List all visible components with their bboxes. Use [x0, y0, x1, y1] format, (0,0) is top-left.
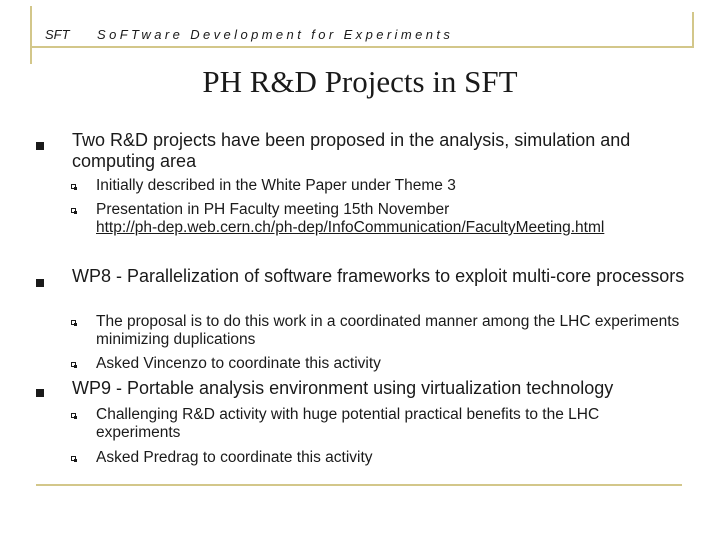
sub-bullet-text-main: Presentation in PH Faculty meeting 15th November	[96, 201, 450, 218]
sub-bullet-text: Asked Predrag to coordinate this activity	[96, 449, 373, 466]
slide-title: PH R&D Projects in SFT	[202, 64, 518, 99]
bullet-text: WP9 - Portable analysis environment using virtualization technology	[72, 378, 614, 398]
header-frame-right	[692, 12, 694, 46]
sub-bullet-marker	[71, 208, 76, 213]
sub-bullet-marker	[71, 413, 76, 418]
bullet-marker	[36, 142, 44, 150]
header-frame-left	[30, 6, 32, 64]
bullet-marker	[36, 279, 44, 287]
sub-bullet-marker	[71, 184, 76, 189]
header-long-label: SoFTware Development for Experiments	[97, 27, 454, 42]
sub-bullet-text: Initially described in the White Paper under Theme 3	[96, 177, 456, 194]
sub-bullet-text	[96, 201, 686, 237]
bullet-text: Two R&D projects have been proposed in the analysis, simulation and computing area	[72, 130, 631, 171]
sub-bullet-text: Challenging R&D activity with huge potential practical benefits to the LHC experiments	[96, 406, 600, 441]
sub-bullet-marker	[71, 456, 76, 461]
sub-bullet-text: Asked Vincenzo to coordinate this activity	[96, 355, 381, 372]
sub-bullet-marker	[71, 320, 76, 325]
header-rule	[30, 46, 694, 48]
sub-bullet-text: The proposal is to do this work in a coordinated manner among the LHC experiments minimizing duplications	[96, 313, 680, 348]
sub-bullet-marker	[71, 362, 76, 367]
faculty-meeting-link[interactable]: http://ph-dep.web.cern.ch/ph-dep/InfoCommunication/FacultyMeeting.html	[96, 219, 605, 236]
bullet-text: WP8 - Parallelization of software frameworks to exploit multi-core processors	[72, 266, 685, 286]
bullet-marker	[36, 389, 44, 397]
header-short-label: SFT	[45, 27, 70, 42]
footer-rule	[36, 484, 682, 486]
